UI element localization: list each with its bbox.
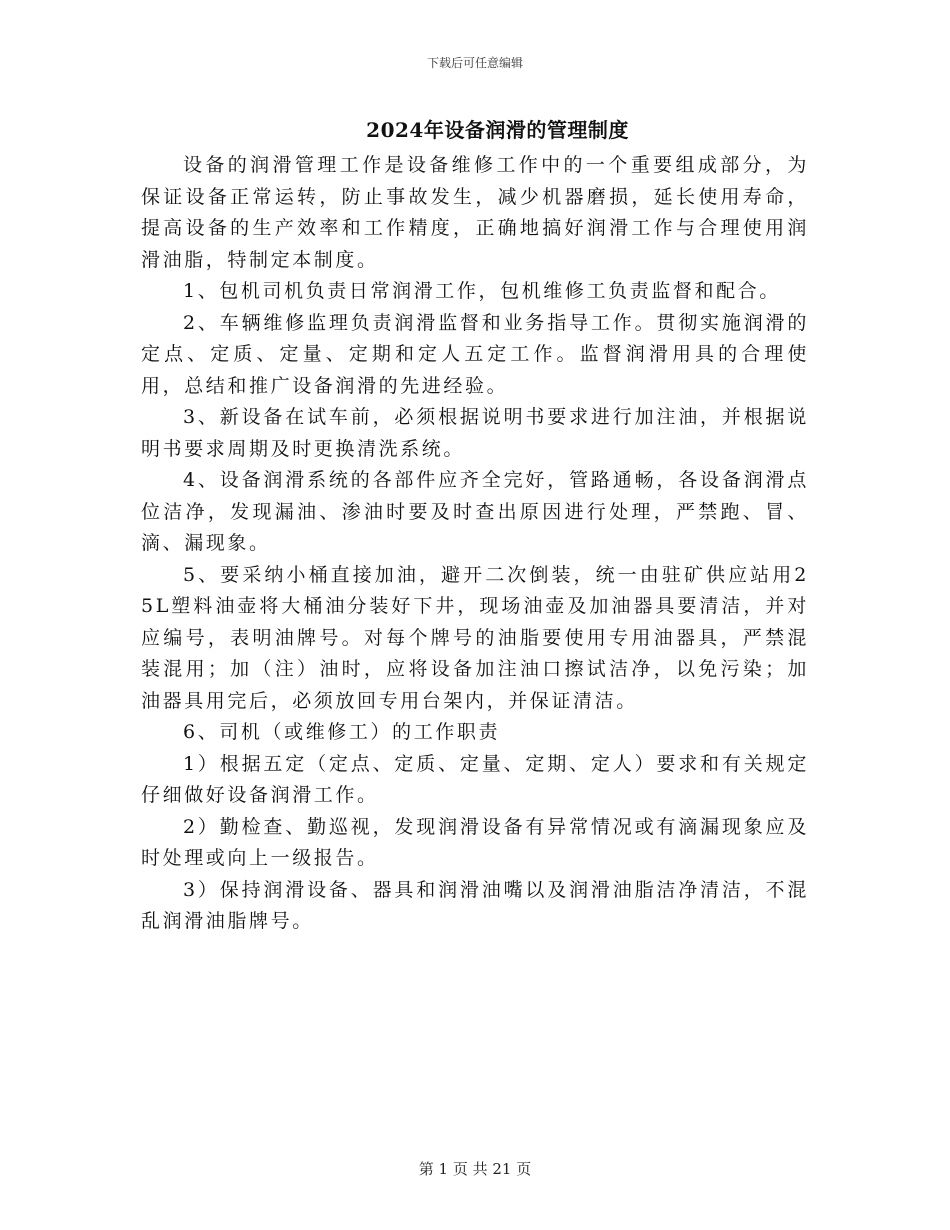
paragraph-item-1: 1、包机司机负责日常润滑工作，包机维修工负责监督和配合。 [183,280,781,302]
paragraph-duty-2: 2）勤检查、勤巡视，发现润滑设备有异常情况或有滴漏现象应及时处理或向上一级报告。 [141,815,809,869]
paragraph-item-6: 6、司机（或维修工）的工作职责 [183,721,501,743]
document-body [141,150,809,938]
paragraph-item-5: 5、要采纳小桶直接加油，避开二次倒装，统一由驻矿供应站用25L塑料油壶将大桶油分装好下井，现场油壶及加油器具要清洁，并对应编号，表明油牌号。对每个牌号的油脂要使用专用油器具，严禁混装混用；加（注）油时，应将设备加注油口擦试洁净，以免污染；加油器具用完后，必须放回专用台架内，并保证清洁。 [141,563,809,712]
paragraph-intro: 设备的润滑管理工作是设备维修工作中的一个重要组成部分，为保证设备正常运转，防止事故发生，减少机器磨损，延长使用寿命，提高设备的生产效率和工作精度，正确地搞好润滑工作与合理使用润滑油脂，特制定本制度。 [141,154,809,271]
paragraph-item-3: 3、新设备在试车前，必须根据说明书要求进行加注油，并根据说明书要求周期及时更换清洗系统。 [141,406,809,460]
paragraph-item-2: 2、车辆维修监理负责润滑监督和业务指导工作。贯彻实施润滑的定点、定质、定量、定期和定人五定工作。监督润滑用具的合理使用，总结和推广设备润滑的先进经验。 [141,311,809,397]
document-title: 2024年设备润滑的管理制度 [366,118,629,142]
page-number: 第 1 页 共 21 页 [418,1160,532,1178]
paragraph-item-4: 4、设备润滑系统的各部件应齐全完好，管路通畅，各设备润滑点位洁净，发现漏油、渗油时要及时查出原因进行处理，严禁跑、冒、滴、漏现象。 [141,469,809,554]
header-note: 下载后可任意编辑 [426,56,523,70]
paragraph-duty-1: 1）根据五定（定点、定质、定量、定期、定人）要求和有关规定仔细做好设备润滑工作。 [141,752,809,806]
paragraph-duty-3: 3）保持润滑设备、器具和润滑油嘴以及润滑油脂洁净清洁，不混乱润滑油脂牌号。 [141,878,809,932]
